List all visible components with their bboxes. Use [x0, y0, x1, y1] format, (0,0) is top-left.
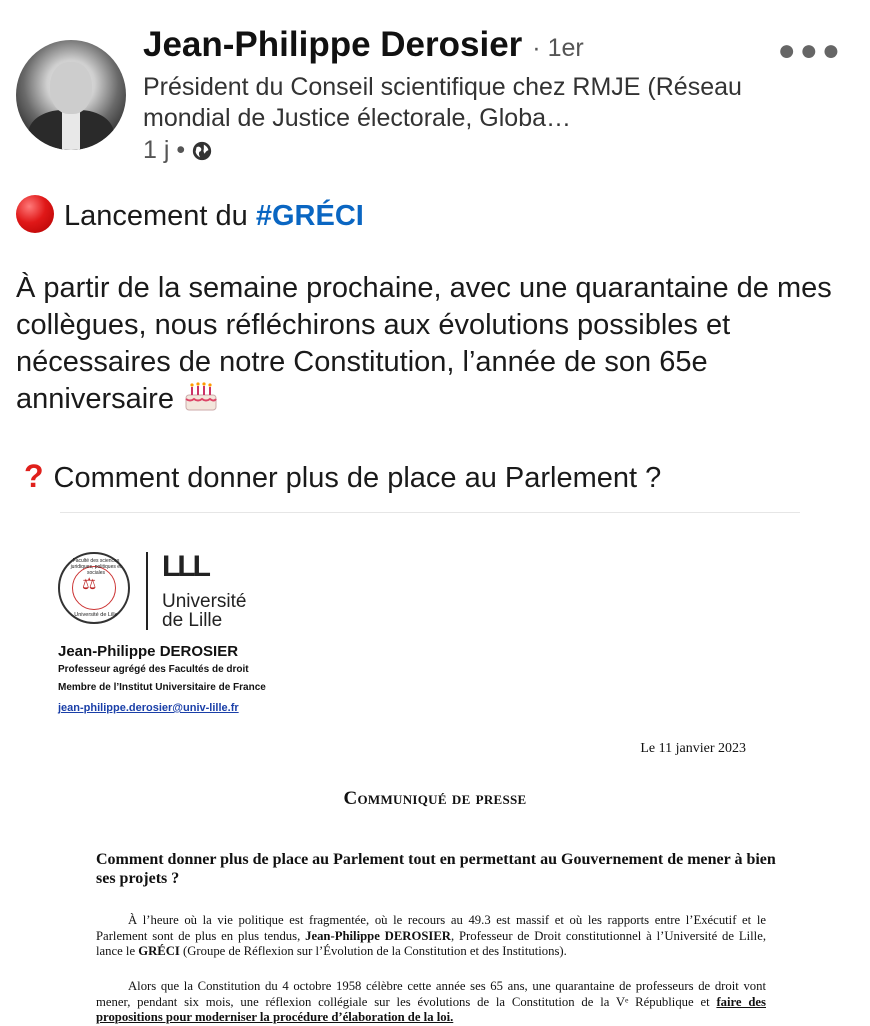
- author-name[interactable]: Jean-Philippe Derosier: [143, 25, 523, 64]
- signatory-name: Jean-Philippe DEROSIER: [58, 643, 239, 660]
- para1-part-c: (Groupe de Réflexion sur l’Évolution de la Constitution et des Institutions).: [183, 944, 567, 958]
- faculty-seal-logo: [58, 552, 130, 624]
- para2-part-b: faire des propositions pour moderniser la procédure d’élaboration de la loi.: [96, 994, 766, 1024]
- press-release-document[interactable]: [50, 530, 820, 1023]
- post-paragraph: [16, 270, 856, 418]
- connection-degree: · 1er: [532, 34, 584, 62]
- para1-part-b: , Professeur de Droit constitutionnel à l’Université de Lille, lance le: [96, 928, 767, 958]
- more-options-icon[interactable]: ●●●: [777, 34, 844, 67]
- post-line-launch: [16, 195, 856, 235]
- seal-text-top: Faculté des sciences juridiques, politiques et sociales: [70, 558, 122, 576]
- seal-text-bottom: Université de Lille: [74, 612, 118, 618]
- para1-greci: GRÉCI: [138, 944, 180, 958]
- author-headline: Président du Conseil scientifique chez RMJE (Réseau mondial de Justice électorale, Globa…: [143, 73, 742, 132]
- signatory-title-2: Membre de l’Institut Universitaire de France: [58, 682, 266, 693]
- university-monogram-icon: LLL: [162, 550, 208, 583]
- question-text: Comment donner plus de place au Parlement ?: [53, 462, 662, 494]
- document-paragraph-2: [96, 979, 766, 1026]
- logo-separator: [146, 552, 148, 630]
- scales-of-justice-icon: ⚖: [82, 576, 97, 593]
- author-name-row: [143, 25, 584, 69]
- author-avatar[interactable]: [16, 40, 126, 150]
- university-line2: de Lille: [162, 610, 223, 631]
- document-heading: Communiqué de presse: [343, 788, 527, 809]
- avatar-face: [50, 62, 92, 114]
- launch-text: Lancement du: [64, 200, 248, 232]
- university-line1: Université: [162, 591, 247, 612]
- red-circle-emoji: [16, 195, 54, 233]
- globe-icon: [191, 140, 213, 162]
- question-mark-emoji: ?: [24, 458, 44, 494]
- post-question-line: [16, 458, 856, 497]
- signatory-title-1: Professeur agrégé des Facultés de droit: [58, 664, 249, 675]
- divider: [60, 512, 800, 513]
- university-name: [162, 592, 246, 630]
- post-paragraph-text: À partir de la semaine prochaine, avec une quarantaine de mes collègues, nous réfléchirons aux évolutions possibles et nécessaires de notre Constitution, l’année de son 65e anniversaire: [16, 272, 832, 415]
- document-paragraph-1: [96, 913, 766, 960]
- para1-name: Jean-Philippe DEROSIER: [305, 928, 451, 943]
- birthday-cake-emoji: [182, 382, 220, 412]
- para1-part-a: À l’heure où la vie politique est fragmentée, où le recours au 49.3 est massif et où les rapports entre l’Exécutif et le Parlement sont de plus en plus tendus,: [96, 913, 766, 943]
- document-subject: Comment donner plus de place au Parlement tout en permettant au Gouvernement de mener à bien ses projets ?: [96, 851, 776, 887]
- post-meta: [143, 136, 213, 165]
- post-time: 1 j •: [143, 136, 186, 164]
- signatory-email-link[interactable]: jean-philippe.derosier@univ-lille.fr: [58, 702, 239, 714]
- avatar-shirt: [62, 112, 80, 150]
- hashtag-greci-link[interactable]: #GRÉCI: [255, 200, 364, 232]
- document-date: Le 11 janvier 2023: [640, 741, 746, 756]
- para2-part-a: Alors que la Constitution du 4 octobre 1958 célèbre cette année ses 65 ans, une quarantaine de professeurs de droit vont mener, pendant six mois, une réflexion collégiale sur les évolutions de la Constitution de la Vᵉ République et: [96, 979, 766, 1009]
